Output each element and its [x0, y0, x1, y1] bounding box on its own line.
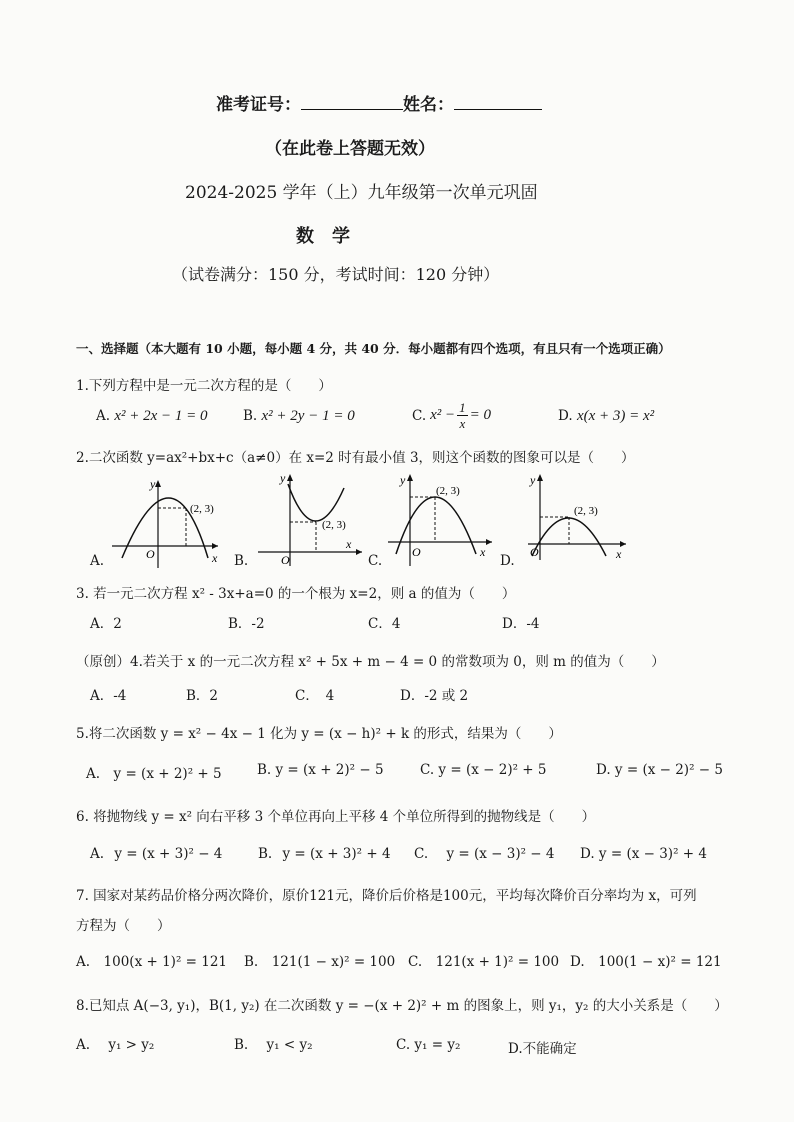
y-arrow-icon	[155, 480, 161, 487]
q3-option-d[interactable]: D．-4	[502, 616, 540, 632]
q5-option-d[interactable]: D. y = (x − 2)² − 5	[596, 762, 723, 778]
q6-c-letter: C.	[414, 846, 429, 862]
admission-line	[216, 90, 542, 115]
q5-option-c[interactable]: C. y = (x − 2)² + 5	[420, 762, 547, 778]
q2-option-c-label[interactable]: C.	[368, 553, 383, 569]
q8-option-c[interactable]: C. y₁ = y₂	[396, 1037, 461, 1053]
origin-label: O	[530, 545, 539, 559]
q8-a-letter: A.	[76, 1037, 91, 1053]
q6-b-text: y = (x + 3)² + 4	[282, 846, 391, 862]
q1-option-d[interactable]	[558, 408, 654, 425]
q6-a-text: y = (x + 3)² − 4	[114, 846, 223, 862]
exam-title: 2024-2025 学年（上）九年级第一次单元巩固	[185, 183, 538, 203]
q1-c-fraction	[457, 400, 468, 431]
q8-a-text: y₁ > y₂	[108, 1037, 155, 1053]
name-label: 姓名：	[403, 95, 454, 115]
q1-option-b[interactable]	[243, 408, 355, 425]
q8-stem: 8.已知点 A(−3, y₁)，B(1, y₂) 在二次函数 y = −(x + 2)² + m 的图象上，则 y₁，y₂ 的大小关系是（ ）	[76, 998, 728, 1014]
origin-label: O	[412, 545, 421, 559]
q8-b-text: y₁ < y₂	[266, 1037, 313, 1053]
q6-option-a[interactable]	[90, 846, 222, 862]
q7-stem-line1: 7. 国家对某药品价格分两次降价，原价121元，降价后价格是100元，平均每次降价百分率均为 x，可列	[76, 888, 697, 904]
q1-c-numerator: 1	[459, 400, 466, 415]
section-heading: 一、选择题（本大题有 10 小题，每小题 4 分，共 40 分．每小题都有四个选项，有且只有一个选项正确）	[76, 341, 671, 356]
q2-option-b-label[interactable]: B.	[234, 553, 249, 569]
y-arrow-icon	[407, 474, 413, 481]
q3-option-c[interactable]: C．4	[368, 616, 401, 632]
q6-option-b[interactable]	[258, 846, 391, 862]
q6-a-letter: A.	[90, 846, 105, 862]
q4-option-c[interactable]: C． 4	[295, 688, 335, 704]
q1-option-a[interactable]	[96, 408, 208, 425]
point-label: (2, 3)	[322, 519, 346, 531]
q5-option-a[interactable]: A. y = (x + 2)² + 5	[86, 766, 222, 782]
parabola	[288, 484, 344, 521]
origin-label: O	[146, 547, 155, 561]
notice: （在此卷上答题无效）	[265, 139, 435, 159]
q8-option-b[interactable]	[234, 1037, 313, 1053]
admission-label: 准考证号：	[216, 95, 301, 115]
q1-b-text: x² + 2y − 1 = 0	[261, 408, 355, 424]
x-label: x	[480, 545, 486, 559]
q6-option-d[interactable]: D. y = (x − 3)² + 4	[580, 846, 707, 862]
x-arrow-icon	[356, 549, 362, 555]
point-label: (2, 3)	[574, 505, 598, 517]
q8-b-letter: B.	[234, 1037, 249, 1053]
q7-option-c[interactable]: C. 121(x + 1)² = 100	[408, 954, 560, 970]
name-blank[interactable]	[454, 109, 542, 110]
q1-stem: 1.下列方程中是一元二次方程的是（ ）	[76, 378, 332, 394]
q6-stem: 6. 将抛物线 y = x² 向右平移 3 个单位再向上平移 4 个单位所得到的抛物线是（ ）	[76, 809, 596, 825]
y-label: y	[400, 473, 406, 487]
q8-option-a[interactable]	[76, 1037, 154, 1053]
origin-label: O	[281, 553, 290, 567]
q1-b-letter: B.	[243, 408, 258, 424]
x-label: x	[616, 547, 622, 561]
q1-a-letter: A.	[96, 408, 111, 424]
x-label: x	[346, 537, 352, 551]
q1-c-letter: C.	[412, 407, 427, 424]
q1-c-text: x² −	[430, 407, 456, 423]
x-arrow-icon	[486, 539, 492, 545]
q1-option-c[interactable]	[412, 400, 491, 431]
q1-d-letter: D.	[558, 408, 573, 424]
q2-graph-d[interactable]	[516, 470, 636, 570]
q3-option-a[interactable]: A．2	[90, 616, 122, 632]
q7-option-b[interactable]: B. 121(1 − x)² = 100	[244, 954, 396, 970]
q1-a-text: x² + 2x − 1 = 0	[114, 408, 208, 424]
q2-graph-a[interactable]	[90, 472, 230, 572]
q6-b-letter: B.	[258, 846, 273, 862]
y-label: y	[530, 473, 536, 487]
q3-option-b[interactable]: B．-2	[228, 616, 265, 632]
q1-c-denominator: x	[459, 416, 466, 431]
q4-option-b[interactable]: B．2	[186, 688, 219, 704]
x-arrow-icon	[212, 543, 218, 549]
exam-info: （试卷满分：150 分，考试时间：120 分钟）	[172, 265, 500, 284]
point-label: (2, 3)	[436, 485, 460, 497]
q2-option-d-label[interactable]: D.	[500, 553, 515, 569]
q2-graph-b[interactable]	[250, 470, 370, 570]
q8-option-d[interactable]: D.不能确定	[508, 1041, 577, 1057]
parabola	[396, 497, 476, 554]
q6-option-c[interactable]	[414, 846, 554, 862]
y-arrow-icon	[287, 474, 293, 481]
q1-d-text: x(x + 3) = x²	[576, 408, 655, 424]
q3-stem: 3. 若一元二次方程 x² - 3x+a=0 的一个根为 x=2，则 a 的值为（ ）	[76, 586, 516, 602]
admission-blank[interactable]	[301, 109, 403, 110]
q5-stem: 5.将二次函数 y = x² − 4x − 1 化为 y = (x − h)² + k 的形式，结果为（ ）	[76, 726, 562, 742]
x-label: x	[212, 551, 218, 565]
q2-option-a-label[interactable]: A.	[90, 553, 105, 569]
y-label: y	[150, 477, 156, 491]
q1-c-rhs: = 0	[469, 407, 492, 423]
q7-stem-line2: 方程为（ ）	[76, 918, 171, 934]
subject-title: 数 学	[296, 226, 350, 247]
y-arrow-icon	[537, 474, 543, 481]
q4-option-a[interactable]: A．-4	[90, 688, 127, 704]
q6-c-text: y = (x − 3)² − 4	[446, 846, 555, 862]
q5-option-b[interactable]: B. y = (x + 2)² − 5	[257, 762, 384, 778]
q2-graph-c[interactable]	[384, 470, 504, 570]
q7-option-a[interactable]: A. 100(x + 1)² = 121	[76, 954, 228, 970]
y-label: y	[280, 471, 286, 485]
point-label: (2, 3)	[190, 503, 214, 515]
q4-stem: （原创）4.若关于 x 的一元二次方程 x² + 5x + m − 4 = 0 的常数项为 0，则 m 的值为（ ）	[76, 654, 665, 670]
q7-option-d[interactable]: D. 100(1 − x)² = 121	[570, 954, 722, 970]
q4-option-d[interactable]: D．-2 或 2	[400, 688, 469, 704]
q2-stem: 2.二次函数 y=ax²+bx+c（a≠0）在 x=2 时有最小值 3，则这个函数的图象可以是（ ）	[76, 450, 635, 466]
